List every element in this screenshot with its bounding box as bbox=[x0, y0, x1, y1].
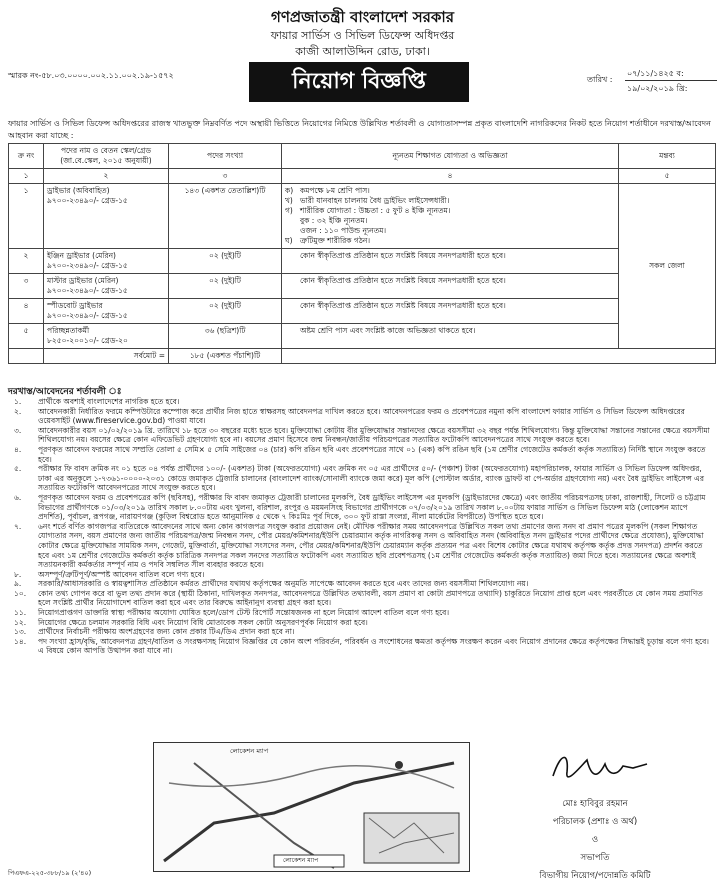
total-empty bbox=[9, 349, 44, 364]
term-item bbox=[8, 589, 716, 608]
table-header-row bbox=[9, 144, 716, 169]
term-item bbox=[8, 493, 716, 522]
footer-code: পিএফএ-২২৫-৩৮৮/১৯ (২'৪০) bbox=[8, 869, 92, 877]
term-text: পূরণকৃত আবেদন ফরম ও প্রবেশপত্রের কপি (ছবিসহ), পরীক্ষার ফি বাবদ জমাকৃত ট্রেজারী চালানের মূলকপি, বৈধ ড্রাইভিং লাইসেন্স এর মূলকপি (ড্রাইভারদের ক্ষেত্রে) এবং জাতীয় পরিচয়পত্রসহ ঢাকা, রাজশাহী, সিলেট ও চট্টগ্রাম বিভাগের প্রার্থীগণকে ০১/০৩/২০১৯ তারিখ সকাল ৮.০০টায় এবং খুলনা, বরিশাল, রংপুর ও ময়মনসিংহ বিভাগের প্রার্থীগণকে ০৭/০৩/২০১৯ তারিখ সকাল ৮.০০টায় ফায়ার সার্ভিস ও সিভিল ডিফেন্স মাঠ (লোকেশন ম্যাপে প্রদর্শিত), পূর্বাচল, রূপগঞ্জ, নারায়ণগঞ্জ (কুড়িল বিশ্বরোড হতে আনুমানিক ৫ থেকে ৭ কিঃমিঃ পূর্ব দিকে, ৩০০ ফুট রাস্তা সংলগ্ন, নীলা মার্কেটের বিপরীতে) উপস্থিত হতে হবে। bbox=[38, 492, 706, 522]
term-text: নিয়োগপ্রাপ্তগণ ডাক্তারি স্বাস্থ্য পরীক্ষায় অযোগ্য ঘোষিত হলে/ডোপ টেস্ট রিপোর্ট সন্তোষজনক না হলে নিয়োগ আদেশ বাতিল বলে গণ্য হবে। bbox=[38, 608, 450, 618]
post-name: পরিচ্ছন্নতাকর্মী bbox=[47, 326, 90, 335]
row-serial: ৩ bbox=[9, 274, 44, 299]
qualification-text: অষ্টম শ্রেণি পাস এবং সংশ্লিষ্ট কাজে অভিজ্ঞতা থাকতে হবে। bbox=[300, 326, 476, 335]
header-qualification: ন্যূনতম শিক্ষাগত যোগ্যতা ও অভিজ্ঞতা bbox=[282, 144, 619, 169]
row-post bbox=[44, 184, 169, 249]
location-map bbox=[153, 742, 470, 872]
post-name: ড্রাইভার (অবিবাহিত) bbox=[47, 186, 110, 195]
row-post bbox=[44, 274, 169, 299]
post-scale: ৯৭০০-২৩৪৯০/- গ্রেড-১৫ bbox=[47, 196, 128, 205]
total-label: সর্বমোট = bbox=[44, 349, 169, 364]
date-rule bbox=[625, 80, 717, 81]
post-name: স্পীডবোট ড্রাইভার bbox=[47, 301, 103, 310]
qualification-line bbox=[285, 236, 615, 246]
post-scale: ৯৭০০-২৩৪৯০/- গ্রেড-১৫ bbox=[47, 286, 128, 295]
qualification-line bbox=[285, 206, 615, 216]
term-number: ৮. bbox=[14, 569, 22, 579]
qualification-marker bbox=[285, 251, 297, 261]
table-row bbox=[9, 324, 716, 349]
qualification-text: ভারী যানবাহন চালনায় বৈধ ড্রাইভিং লাইসেন্সধারী। bbox=[300, 196, 450, 205]
qualification-line bbox=[285, 301, 615, 311]
row-qualification bbox=[282, 184, 619, 249]
header-serial: ক্র নং bbox=[9, 144, 44, 169]
qualification-line bbox=[285, 226, 615, 236]
row-qualification bbox=[282, 299, 619, 324]
row-post bbox=[44, 249, 169, 274]
header-remark: মন্তব্য bbox=[619, 144, 716, 169]
table-number-row bbox=[9, 169, 716, 184]
qualification-marker bbox=[285, 326, 297, 336]
term-number: ২. bbox=[14, 406, 22, 416]
row-count: ০২ (দুই)টি bbox=[169, 249, 282, 274]
qualification-text: ওজন : ১১০ পাউন্ড ন্যূনতম। bbox=[300, 226, 387, 235]
term-number: ৯. bbox=[14, 579, 22, 589]
col-number: ১ bbox=[9, 169, 44, 184]
qualification-text: কমপক্ষে ৮ম শ্রেণি পাস। bbox=[300, 186, 370, 195]
term-item bbox=[8, 637, 716, 656]
date-bangla: ০৭/১১/১৪২৫ ব: bbox=[627, 69, 684, 78]
signer-name: মোঃ হাবিবুর রহমান bbox=[562, 799, 628, 809]
term-text: আবেদনকারীর বয়স ০১/০২/২০১৯ খ্রি. তারিখে ১৮ হতে ৩০ বছরের মধ্যে হতে হবে। মুক্তিযোদ্ধা কোটায় বীর মুক্তিযোদ্ধার সন্তানদের ক্ষেত্রে বয়সসীমা ৩২ বছর পর্যন্ত শিথিলযোগ্য। কিন্তু মুক্তিযোদ্ধা সন্তানের সন্তানের ক্ষেত্রে বয়সসীমা শিথিলযোগ্য নয়। বয়সের ক্ষেত্রে কোন এফিডেভিট গ্রহণযোগ্য হবে না। বয়সের প্রমাণ হিসেবে জন্ম নিবন্ধন/জাতীয় পরিচয়পত্রের সত্যায়িত ফটোকপি আবেদনপত্রের সাথে সংযুক্ত করতে হবে। bbox=[38, 425, 710, 445]
term-text: প্রার্থীকে অবশ্যই বাংলাদেশের নাগরিক হতে হবে। bbox=[38, 397, 180, 406]
header-count: পদের সংখ্যা bbox=[169, 144, 282, 169]
term-text: পূরণকৃত আবেদন ফরমের সাথে সম্প্রতি তোলা ৫ সেমি× ৫ সেমি সাইজের ০৪ (চার) কপি রঙিন ছবি এবং প্রবেশপত্রের সাথে ০১ (এক) কপি রঙিন ছবি (১ম শ্রেণীর গেজেটেড কর্মকর্তা কর্তৃক সত্যায়িত) নির্দিষ্ট স্থানে সংযুক্ত করতে হবে। bbox=[38, 444, 706, 464]
row-post bbox=[44, 299, 169, 324]
qualification-marker: খ) bbox=[285, 196, 293, 205]
col-number: ৫ bbox=[619, 169, 716, 184]
qualification-line bbox=[285, 196, 615, 206]
row-count: ৩৬ (ছত্রিশ)টি bbox=[169, 324, 282, 349]
row-remark: সকল জেলা bbox=[619, 184, 716, 349]
notice-banner: নিয়োগ বিজ্ঞপ্তি bbox=[249, 62, 469, 102]
header-post: পদের নাম ও বেতন স্কেল/গ্রেড (জা.বে.স্কেল, ২০১৫ অনুযায়ী) bbox=[44, 144, 169, 169]
term-number: ১১. bbox=[14, 608, 27, 618]
terms-title: দরখাস্ত/আবেদনের শর্তাবলী ঃ bbox=[8, 387, 122, 397]
date-label: তারিখ : bbox=[587, 75, 613, 84]
qualification-text: কোন স্বীকৃতিপ্রাপ্ত প্রতিষ্ঠান হতে সংশ্লিষ্ট বিষয়ে সনদপত্রধারী হতে হবে। bbox=[300, 301, 506, 310]
term-text: ৬নং শর্তে বর্ণিত কাগজপত্র ব্যতিরেকে আবেদনের সাথে অন্য কোন কাগজপত্র সংযুক্ত করার প্রয়োজন নেই। মৌখিক পরীক্ষার সময় আবেদনপত্রে উল্লিখিত সকল তথ্য প্রমাণের জন্য সনদ বা প্রমাণ পত্রের মূলকপি (সকল শিক্ষাগত যোগ্যতার সনদ, বয়স প্রমাণের জন্য জাতীয় পরিচয়পত্র/জন্ম নিবন্ধন সনদ, পৌর মেয়র/কমিশনার/ইউপি চেয়ারম্যান কর্তৃক নাগরিকত্ব সনদ ও অবিবাহিত সনদ (অবিবাহিত সনদ ড্রাইভার পদের প্রার্থীদের ক্ষেত্রে প্রযোজ্য), মুক্তিযোদ্ধা কোটার ক্ষেত্রে মুক্তিযোদ্ধার সাময়িক সনদ, গেজেট, মুক্তিবার্তা, মুক্তিযোদ্ধা সংসদের সনদ, পৌর মেয়র/কমিশনার/ইউপি চেয়ারম্যান কর্তৃক প্রত্যয়ন পত্র এবং বিশেষ কোটার ক্ষেত্রে যথাযথ কর্তৃপক্ষ কর্তৃক প্রদত্ত সনদপত্র) প্রদর্শন করতে হবে এবং ১ম শ্রেণীর গেজেটেড কর্মকর্তা কর্তৃক চারিত্রিক সনদপত্র সকল সনদের সত্যায়িত ফটোকপি এবং সত্যায়িত ছবি প্রবেশপত্রসহ (১ম শ্রেণীর গেজেটেড কর্মকর্তা কর্তৃক সত্যায়িত) জমা দিতে হবে। সত্যায়নের ক্ষেত্রে অবশ্যই সত্যায়নকারী কর্মকর্তার সম্পূর্ণ নাম ও পদবি সম্বলিত সীল ব্যবহার করতে হবে। bbox=[38, 521, 704, 570]
row-qualification bbox=[282, 324, 619, 349]
header-line2: ফায়ার সার্ভিস ও সিভিল ডিফেন্স অধিদপ্তর bbox=[270, 29, 455, 42]
table-row bbox=[9, 299, 716, 324]
qualification-text: কোন স্বীকৃতিপ্রাপ্ত প্রতিষ্ঠান হতে সংশ্লিষ্ট বিষয়ে সনদপত্রধারী হতে হবে। bbox=[300, 276, 506, 285]
term-number: ৫. bbox=[14, 464, 22, 474]
total-row bbox=[9, 349, 716, 364]
term-number: ১০. bbox=[14, 588, 27, 598]
signature bbox=[547, 746, 657, 794]
qualification-marker bbox=[285, 216, 297, 226]
qualification-text: ত্রুটিমুক্ত শারীরিক গঠন। bbox=[300, 236, 371, 245]
row-count: ০২ (দুই)টি bbox=[169, 274, 282, 299]
table-row bbox=[9, 249, 716, 274]
row-count: ০২ (দুই)টি bbox=[169, 299, 282, 324]
qualification-line bbox=[285, 186, 615, 196]
term-text: পদ সংখ্যা হ্রাস/বৃদ্ধি, আবেদনপত্র গ্রহণ/বাতিল ও সংরক্ষণসহ নিয়োগ বিজ্ঞপ্তির যে কোন অংশ পরিবর্তন, পরিবর্ধন ও সংশোধনের ক্ষমতা কর্তৃপক্ষ সংরক্ষণ করেন এবং নিয়োগ প্রদানের ক্ষেত্রে কর্তৃপক্ষের সিদ্ধান্তই চূড়ান্ত বলে গণ্য হবে। এ বিষয়ে কোন আপত্তি উত্থাপন করা যাবে না। bbox=[38, 636, 709, 656]
term-item bbox=[8, 397, 716, 407]
map-label: লোকেশন ম্যাপ bbox=[283, 857, 319, 864]
term-item bbox=[8, 522, 716, 570]
term-text: পরীক্ষার ফি বাবদ ক্রমিক নং ০১ হতে ০৪ পর্যন্ত প্রার্থীদের ১০০/- (একশত) টাকা (অফেরতযোগ্য) এবং ক্রমিক নং ০৫ এর প্রার্থীদের ৫০/- (পঞ্চাশ) টাকা (অফেরতযোগ্য) মহাপরিচালক, ফায়ার সার্ভিস ও সিভিল ডিফেন্স অধিদপ্তর, ঢাকা এর অনুকূলে ১-৭৩৬১-০০০০-২০৩১ কোডে জমাকৃত ট্রেজারি চালানের (বাংলাদেশ ব্যাংক/সোনালী ব্যাংকে জমা করে) মূল কপি (পোস্টাল অর্ডার, ব্যাংক ড্রাফট বা পে-অর্ডার গ্রহণযোগ্য নয়) এবং বৈধ ড্রাইভিং লাইসেন্স এর সত্যায়িত ফটোকপি আবেদনপত্রের সাথে সংযুক্ত করতে হবে। bbox=[38, 464, 704, 493]
term-text: সরকারি/আধাসরকারি ও স্বায়ত্বশাসিত প্রতিষ্ঠানে কর্মরত প্রার্থীদের যথাযথ কর্তৃপক্ষের অনুমতি সাপেক্ষে আবেদন করতে হবে এবং তাদের জন্য বয়সসীমা শিথিলযোগ্য নয়। bbox=[38, 579, 529, 589]
signer-and: ও bbox=[591, 835, 599, 845]
post-scale: ৮২৫০-২০০১০/- গ্রেড-২০ bbox=[47, 336, 128, 345]
intro-text: ফায়ার সার্ভিস ও সিভিল ডিফেন্স অধিদপ্তরের রাজস্ব খাতভুক্ত নিম্নবর্ণিত পদে অস্থায়ী ভিত্তিতে নিয়োগের নিমিত্তে উল্লিখিত শর্তাবলী ও যোগ্যতাসম্পন্ন প্রকৃত বাংলাদেশি নাগরিকদের নিকট হতে নিয়োগ শর্তাধীনে দরখাস্ত/আবেদন আহবান করা যাচ্ছে : bbox=[8, 119, 711, 140]
header-line1: গণপ্রজাতন্ত্রী বাংলাদেশ সরকার bbox=[271, 8, 454, 26]
term-number: ৩. bbox=[14, 425, 22, 435]
row-post bbox=[44, 324, 169, 349]
term-item bbox=[8, 579, 716, 589]
row-count: ১৪৩ (একশত তেতাল্লিশ)টি bbox=[169, 184, 282, 249]
col-number: ২ bbox=[44, 169, 169, 184]
post-scale: ৯৭০০-২৩৪৯০/- গ্রেড-১৫ bbox=[47, 311, 128, 320]
qualification-text: কোন স্বীকৃতিপ্রাপ্ত প্রতিষ্ঠান হতে সংশ্লিষ্ট বিষয়ে সনদপত্রধারী হতে হবে। bbox=[300, 251, 506, 260]
qualification-text: বুক : ৩২ ইঞ্চি ন্যূনতম। bbox=[300, 216, 368, 225]
term-text: অসম্পূর্ণ/ত্রুটিপূর্ণ/অস্পষ্ট আবেদন বাতিল বলে গণ্য হবে। bbox=[38, 569, 205, 579]
qualification-marker: ক) bbox=[285, 186, 294, 195]
signer-title: পরিচালক (প্রশাঃ ও অর্থ) bbox=[552, 817, 638, 827]
term-number: ১. bbox=[14, 397, 22, 406]
signer-role1: সভাপতি bbox=[580, 853, 610, 863]
term-item bbox=[8, 627, 716, 637]
post-scale: ৯৭০০-২৩৪৯০/- গ্রেড-১৫ bbox=[47, 261, 128, 270]
table-row bbox=[9, 274, 716, 299]
term-text: কোন তথ্য গোপন করে বা ভুল তথ্য প্রদান করে (স্থায়ী ঠিকানা, দাখিলকৃত সনদপত্র, আবেদনপত্রে উল্লিখিত তথ্যাবলী, বয়স প্রমাণ বা কোটা প্রমাণপত্রে তথ্যাদি) চাকুরিতে নিয়োগ প্রাপ্ত হলে এবং পরবর্তীতে যে কোন সময় প্রমাণিত হলে সংশ্লিষ্ট প্রার্থীর নিয়োগাদেশ বাতিল করা হবে এবং তার বিরুদ্ধে আইনানুগ ব্যবস্থা গ্রহণ করা হবে। bbox=[38, 588, 703, 608]
qualification-marker bbox=[285, 276, 297, 286]
qualification-marker bbox=[285, 226, 297, 236]
post-name: মাস্টার ড্রাইভার (মেরিন) bbox=[47, 276, 119, 285]
term-text: নিয়োগের ক্ষেত্রে চলমান সরকারি বিধি এবং নিয়োগ বিধি মোতাবেক সকল কোটা অনুসরণপূর্বক নিয়োগ করা হবে। bbox=[38, 617, 368, 627]
total-value: ১৮৫ (একশত পঁচাশি)টি bbox=[169, 349, 282, 364]
col-number: ৪ bbox=[282, 169, 619, 184]
term-number: ৬. bbox=[14, 492, 22, 502]
row-serial: ৪ bbox=[9, 299, 44, 324]
term-number: ১৩. bbox=[14, 627, 27, 637]
terms-list bbox=[8, 397, 716, 656]
table-row bbox=[9, 184, 716, 249]
signer-role2: বিভাগীয় নিয়োগ/পদোন্নতি কমিটি bbox=[539, 871, 651, 881]
qualification-line bbox=[285, 276, 615, 286]
header-line3: কাজী আলাউদ্দিন রোড, ঢাকা। bbox=[295, 45, 430, 58]
qualification-text: শারীরিক যোগ্যতা : উচ্চতা : ৫ ফুট ৪ ইঞ্চি ন্যূনতম। bbox=[300, 206, 451, 215]
term-number: ১২. bbox=[14, 617, 27, 627]
term-item bbox=[8, 608, 716, 618]
term-number: ৭. bbox=[14, 521, 22, 531]
row-qualification bbox=[282, 274, 619, 299]
posts-table bbox=[8, 143, 716, 364]
term-text: আবেদনকারী নির্ধারিত ফরমে কম্পিউটারে কম্পোজ করে প্রার্থীর নিজ হাতে স্বাক্ষরসহ আবেদনপত্র দাখিল করতে হবে। আবেদনপত্রের ফরম ও প্রবেশপত্রের নমুনা কপি বাংলাদেশ ফায়ার সার্ভিস ও সিভিল ডিফেন্স অধিদপ্তরের ওয়েবসাইট (www.fireservice.gov.bd) পাওয়া যাবে। bbox=[38, 406, 685, 426]
memo-number: স্মারক নং-৫৮.০৩.০০০০.০০২.১১.০০২.১৯-১৫৭২ bbox=[8, 71, 174, 80]
term-item bbox=[8, 464, 716, 493]
location-map-drawing bbox=[154, 743, 469, 871]
col-number: ৩ bbox=[169, 169, 282, 184]
term-text: প্রার্থীদের নির্বাচনী পরীক্ষায় অংশগ্রহণের জন্য কোন প্রকার টিএ/ডিএ প্রদান করা হবে না। bbox=[38, 627, 295, 637]
qualification-line bbox=[285, 216, 615, 226]
row-qualification bbox=[282, 249, 619, 274]
term-item bbox=[8, 570, 716, 580]
term-number: ১৪. bbox=[14, 636, 27, 646]
qualification-line bbox=[285, 326, 615, 336]
map-title: লোকেশন ম্যাপ bbox=[230, 747, 269, 755]
qualification-marker bbox=[285, 301, 297, 311]
row-serial: ৫ bbox=[9, 324, 44, 349]
total-blank bbox=[282, 349, 716, 364]
term-item bbox=[8, 407, 716, 426]
term-item bbox=[8, 426, 716, 445]
row-serial: ১ bbox=[9, 184, 44, 249]
term-item bbox=[8, 445, 716, 464]
term-number: ৪. bbox=[14, 444, 22, 454]
qualification-marker: ঘ) bbox=[285, 236, 293, 245]
term-item bbox=[8, 618, 716, 628]
qualification-line bbox=[285, 251, 615, 261]
post-name: ইঞ্জিন ড্রাইভার (মেরিন) bbox=[47, 251, 116, 260]
qualification-marker: গ) bbox=[285, 206, 293, 215]
signer-block bbox=[495, 797, 695, 887]
row-serial: ২ bbox=[9, 249, 44, 274]
date-english: ১৯/০২/২০১৯ খ্রি: bbox=[627, 84, 688, 93]
